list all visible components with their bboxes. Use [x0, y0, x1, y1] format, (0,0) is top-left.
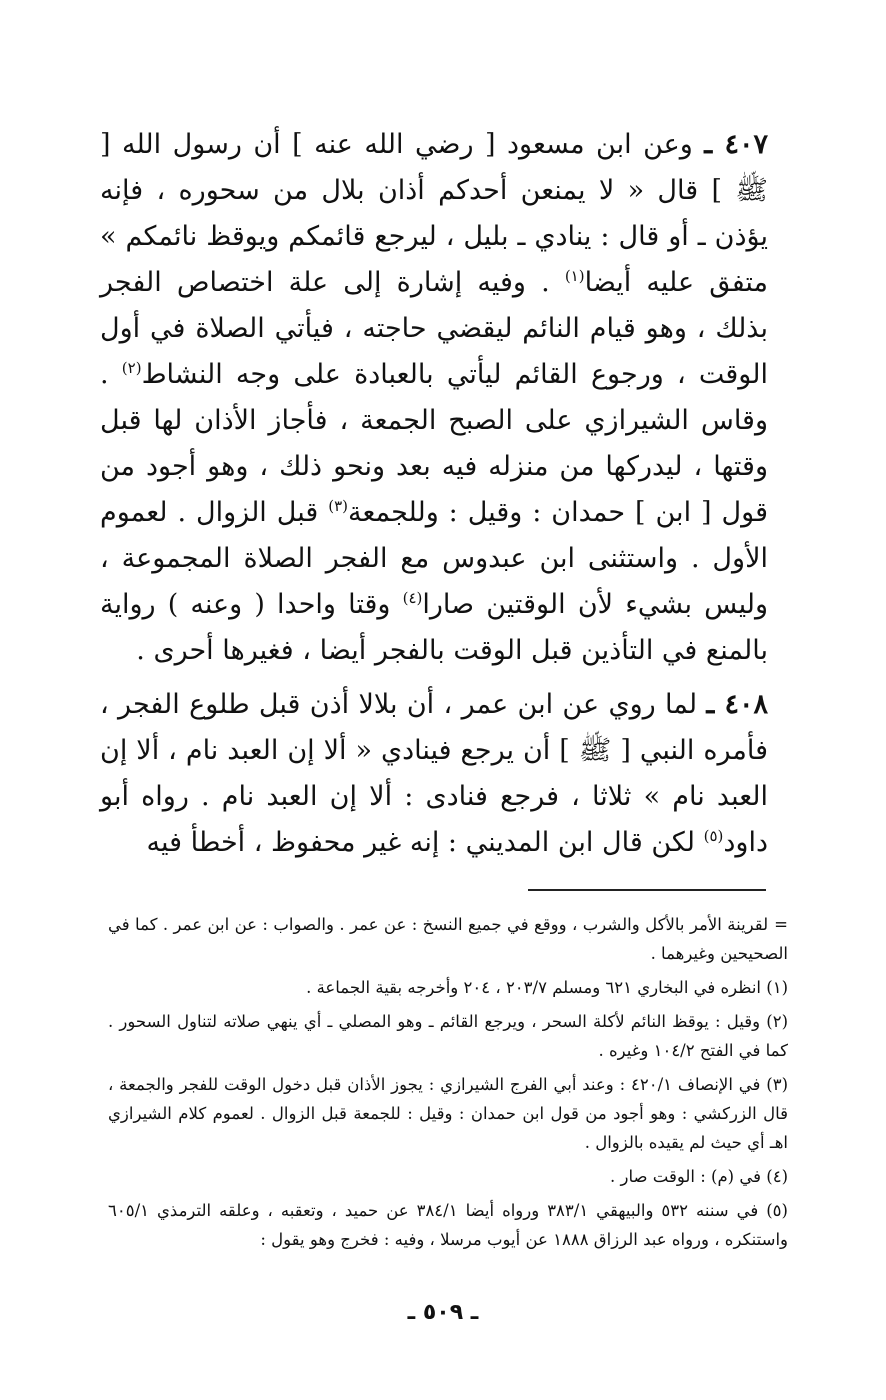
footnote-ref: (٢): [121, 359, 142, 377]
footnote-5: (٥) في سننه ٥٣٢ والبيهقي ٣٨٣/١ ورواه أيضا ٣٨٤/١ عن حميد ، وتعقبه ، وعلقه الترمذي ٦٠٥/١ واستنكره ، ورواه عبد الرزاق ١٨٨٨ عن أيوب مرسلا ، وفيه : فخرج وهو يقول :: [108, 1201, 788, 1249]
footnote-divider: [528, 889, 766, 891]
footnote-ref: (١): [564, 267, 585, 285]
hadith-number: ٤٠٧ ـ: [704, 129, 768, 160]
hadith-number: ٤٠٨ ـ: [706, 689, 768, 720]
paragraph-408: [100, 682, 768, 866]
footnote-ref: (٤): [402, 589, 423, 607]
main-text: [100, 122, 768, 874]
paragraph-text: قبل الزوال . لعموم الأول . واستثنى ابن عبدوس مع الفجر الصلاة المجموعة ، وليس بشيء لأن الوقتين صارا: [100, 497, 768, 620]
paragraph-text: لما روي عن ابن عمر ، أن بلالا أذن قبل طلوع الفجر ، فأمره النبي [ ﷺ ] أن يرجع فينادي « ألا إن العبد نام ، ألا إن العبد نام » ثلاثا ، فرجع فنادى : ألا إن العبد نام . رواه أبو داود: [100, 689, 768, 858]
footnote-ref: (٥): [703, 827, 724, 845]
paragraph-text: وقتا واحدا ( وعنه ) رواية بالمنع في التأذين قبل الوقت بالفجر أيضا ، فغيرها أحرى .: [100, 589, 768, 666]
paragraph-407: [100, 122, 768, 674]
footnote-4: (٤) في (م) : الوقت صار .: [610, 1167, 788, 1186]
footnotes: [108, 910, 788, 1259]
footnote-2: (٢) وقيل : يوقظ النائم لأكلة السحر ، ويرجع القائم ـ وهو المصلي ـ أي ينهي صلاته لتناول السحور . كما في الفتح ١٠٤/٢ وغيره .: [108, 1012, 788, 1060]
paragraph-text: . وقاس الشيرازي على الصبح الجمعة ، فأجاز الأذان لها قبل وقتها ، ليدركها من منزله فيه بعد ونحو ذلك ، وهو أجود من قول [ ابن ] حمدان : وقيل : وللجمعة: [100, 359, 768, 528]
page-number: ـ ٥٠٩ ـ: [407, 1300, 479, 1325]
footnote-continuation: [108, 910, 788, 968]
footnote-1: (١) انظره في البخاري ٦٢١ ومسلم ٢٠٣/٧ ، ٢٠٤ وأخرجه بقية الجماعة .: [306, 978, 788, 997]
paragraph-text: . وفيه إشارة إلى علة اختصاص الفجر بذلك ، وهو قيام النائم ليقضي حاجته ، فيأتي الصلاة في أول الوقت ، ورجوع القائم ليأتي بالعبادة على وجه النشاط: [100, 267, 768, 390]
continuation-mark: =: [774, 915, 788, 934]
footnote-3: (٣) في الإنصاف ٤٢٠/١ : وعند أبي الفرج الشيرازي : يجوز الأذان قبل دخول الوقت للفجر والجمعة ، قال الزركشي : وهو أجود من قول ابن حمدان : وقيل : للجمعة قبل الزوال . لعموم كلام الشيرازي اهـ أي حيث لم يقيده بالزوال .: [108, 1075, 788, 1152]
footnote-text: لقرينة الأمر بالأكل والشرب ، ووقع في جميع النسخ : عن عمر . والصواب : عن ابن عمر . كما في الصحيحين وغيرهما .: [108, 915, 788, 963]
paragraph-text: وعن ابن مسعود [ رضي الله عنه ] أن رسول الله [ ﷺ ] قال « لا يمنعن أحدكم أذان بلال من سحوره ، فإنه يؤذن ـ أو قال : ينادي ـ بليل ، ليرجع قائمكم ويوقظ نائمكم » متفق عليه أيضا: [100, 129, 768, 298]
footnote-ref: (٣): [328, 497, 348, 515]
paragraph-text: لكن قال ابن المديني : إنه غير محفوظ ، أخطأ فيه: [146, 827, 696, 858]
